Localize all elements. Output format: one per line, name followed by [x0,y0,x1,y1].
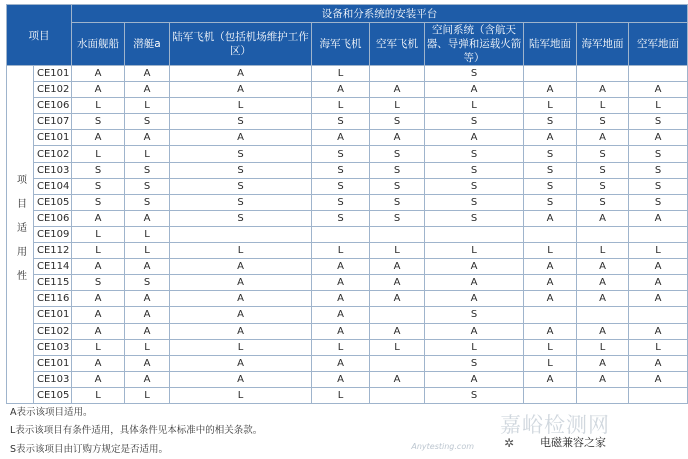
applicability-cell: S [370,162,425,178]
table-row [7,275,688,291]
platform-header-7: 海军地面 [577,23,629,66]
applicability-cell: A [72,210,125,226]
applicability-cell: S [72,162,125,178]
requirement-code: CE116 [34,291,72,307]
requirement-code: CE115 [34,275,72,291]
applicability-cell: A [629,275,688,291]
applicability-cell: L [577,243,629,259]
platform-header-0: 水面舰船 [72,23,125,66]
applicability-cell: L [629,243,688,259]
applicability-cell: L [524,243,577,259]
applicability-cell: S [125,194,170,210]
applicability-cell: S [425,210,524,226]
applicability-cell: A [125,323,170,339]
platform-group-header: 设备和分系统的安装平台 [72,5,688,23]
applicability-cell: L [312,339,370,355]
applicability-cell: S [312,114,370,130]
applicability-cell: A [577,82,629,98]
applicability-cell: L [125,146,170,162]
applicability-cell: A [170,275,312,291]
watermark-url: Anytesting.com [411,442,474,451]
applicability-cell: L [370,98,425,114]
applicability-cell: A [577,371,629,387]
applicability-cell: L [524,98,577,114]
applicability-cell: L [72,243,125,259]
applicability-cell: A [524,323,577,339]
requirement-code: CE103 [34,339,72,355]
applicability-cell: A [629,259,688,275]
applicability-cell: A [577,323,629,339]
applicability-cell: A [425,82,524,98]
applicability-cell: S [425,307,524,323]
applicability-cell: A [370,275,425,291]
requirement-code: CE112 [34,243,72,259]
applicability-cell: S [425,355,524,371]
applicability-cell: S [125,178,170,194]
platform-header-4: 空军飞机 [370,23,425,66]
applicability-cell: S [72,178,125,194]
applicability-cell: S [170,162,312,178]
requirement-code: CE104 [34,178,72,194]
applicability-cell: A [524,275,577,291]
applicability-cell: A [72,323,125,339]
platform-header-3: 海军飞机 [312,23,370,66]
applicability-cell: S [524,194,577,210]
applicability-cell: A [170,66,312,82]
applicability-cell: A [125,307,170,323]
applicability-cell [370,355,425,371]
applicability-cell: A [425,275,524,291]
applicability-cell: L [312,66,370,82]
applicability-cell: L [125,387,170,403]
table-row [7,194,688,210]
applicability-table [6,4,688,404]
applicability-cell: S [629,162,688,178]
applicability-cell: A [125,355,170,371]
applicability-cell: L [170,98,312,114]
applicability-cell: A [72,82,125,98]
applicability-cell: S [425,194,524,210]
applicability-cell: A [72,130,125,146]
applicability-cell: L [524,339,577,355]
applicability-cell: A [577,130,629,146]
applicability-cell: S [170,146,312,162]
applicability-cell: S [125,275,170,291]
applicability-cell [312,226,370,242]
applicability-cell: L [425,98,524,114]
applicability-cell: L [72,98,125,114]
applicability-cell [629,387,688,403]
watermark-channel: 电磁兼容之家 [540,436,606,449]
table-row [7,259,688,275]
applicability-cell: S [425,162,524,178]
applicability-cell [524,387,577,403]
applicability-cell: A [577,259,629,275]
applicability-cell: S [524,146,577,162]
applicability-cell: L [72,387,125,403]
requirement-code: CE106 [34,210,72,226]
applicability-cell: A [370,323,425,339]
applicability-cell: S [425,146,524,162]
legend-note: A表示该项目适用。 [10,406,93,418]
applicability-cell: S [170,178,312,194]
table-row [7,82,688,98]
applicability-cell: S [577,114,629,130]
applicability-cell: A [629,82,688,98]
applicability-cell: A [125,259,170,275]
applicability-cell: S [629,178,688,194]
requirement-code: CE101 [34,355,72,371]
applicability-cell: L [72,339,125,355]
applicability-cell: A [170,355,312,371]
applicability-cell: S [370,194,425,210]
applicability-cell: L [312,387,370,403]
applicability-cell: S [312,162,370,178]
applicability-cell: L [72,146,125,162]
applicability-cell [577,307,629,323]
applicability-cell: A [524,210,577,226]
wechat-icon: ✲ [503,436,514,450]
applicability-cell: A [312,82,370,98]
applicability-cell: A [577,275,629,291]
applicability-cell: L [425,243,524,259]
applicability-cell: L [170,339,312,355]
applicability-cell: S [629,146,688,162]
applicability-cell: A [425,323,524,339]
applicability-cell: A [312,275,370,291]
applicability-cell: A [524,291,577,307]
table-row [7,387,688,403]
applicability-cell: A [524,259,577,275]
requirement-code: CE105 [34,387,72,403]
table-row [7,210,688,226]
table-row [7,371,688,387]
applicability-cell: A [312,355,370,371]
applicability-cell: S [312,210,370,226]
applicability-cell: A [312,371,370,387]
applicability-cell: L [72,226,125,242]
applicability-cell: A [524,371,577,387]
applicability-cell: S [370,178,425,194]
applicability-cell: A [125,66,170,82]
applicability-cell [629,307,688,323]
table-row [7,291,688,307]
requirement-code: CE103 [34,162,72,178]
applicability-cell: A [577,291,629,307]
applicability-cell: S [577,194,629,210]
requirement-code: CE101 [34,130,72,146]
applicability-cell: A [125,130,170,146]
applicability-cell: S [629,194,688,210]
requirement-code: CE103 [34,371,72,387]
applicability-cell: S [170,114,312,130]
applicability-cell: A [577,355,629,371]
requirement-code: CE101 [34,307,72,323]
applicability-cell: A [312,130,370,146]
table-row [7,114,688,130]
applicability-cell: S [425,387,524,403]
applicability-cell [524,226,577,242]
applicability-cell: A [125,210,170,226]
applicability-cell: L [125,98,170,114]
applicability-cell: A [629,355,688,371]
applicability-cell: S [629,114,688,130]
applicability-cell: S [577,162,629,178]
applicability-cell: S [524,162,577,178]
applicability-cell: A [170,323,312,339]
requirement-code: CE114 [34,259,72,275]
table-row [7,66,688,82]
applicability-cell [577,387,629,403]
applicability-cell: L [629,339,688,355]
row-group-label: 项目适用性 [7,66,34,404]
applicability-cell: S [370,114,425,130]
requirement-code: CE101 [34,66,72,82]
applicability-cell: A [125,371,170,387]
table-row [7,226,688,242]
applicability-cell: L [170,243,312,259]
legend-note: L表示该项目有条件适用，具体条件见本标准中的相关条款。 [10,425,263,437]
document-page [6,4,680,459]
applicability-cell: S [125,162,170,178]
table-row [7,178,688,194]
applicability-cell: L [312,98,370,114]
applicability-cell: A [577,210,629,226]
applicability-cell: S [425,114,524,130]
platform-header-1: 潜艇a [125,23,170,66]
applicability-cell: A [629,291,688,307]
applicability-cell: A [425,291,524,307]
applicability-cell: A [72,66,125,82]
applicability-cell: A [170,130,312,146]
applicability-cell: S [312,194,370,210]
applicability-cell [370,387,425,403]
applicability-cell: S [170,210,312,226]
requirement-code: CE102 [34,82,72,98]
applicability-cell: A [170,307,312,323]
applicability-cell: A [72,371,125,387]
platform-header-5: 空间系统（含航天器、导弹和运载火箭等） [425,23,524,66]
applicability-cell: L [125,339,170,355]
applicability-cell: S [72,194,125,210]
applicability-cell [629,66,688,82]
applicability-cell: S [524,178,577,194]
applicability-cell: A [72,291,125,307]
table-row [7,243,688,259]
applicability-cell: L [312,243,370,259]
applicability-cell: A [629,323,688,339]
applicability-cell: L [425,339,524,355]
table-row [7,323,688,339]
applicability-cell: A [524,82,577,98]
applicability-cell: A [170,371,312,387]
platform-header-6: 陆军地面 [524,23,577,66]
table-row [7,355,688,371]
applicability-cell: S [524,114,577,130]
applicability-cell: A [629,130,688,146]
applicability-cell: L [125,226,170,242]
applicability-cell: A [524,130,577,146]
applicability-cell [370,226,425,242]
applicability-cell: S [577,146,629,162]
applicability-cell: S [72,114,125,130]
table-row [7,146,688,162]
requirement-code: CE102 [34,323,72,339]
applicability-cell: A [425,259,524,275]
table-row [7,339,688,355]
applicability-cell: A [170,291,312,307]
applicability-cell: A [629,371,688,387]
applicability-cell: S [125,114,170,130]
applicability-cell: L [524,355,577,371]
applicability-cell [629,226,688,242]
applicability-cell [524,66,577,82]
requirement-code: CE106 [34,98,72,114]
applicability-cell: S [72,275,125,291]
platform-header-2: 陆军飞机（包括机场维护工作区） [170,23,312,66]
applicability-cell: S [425,178,524,194]
applicability-cell: A [170,259,312,275]
applicability-cell: S [370,146,425,162]
applicability-cell: A [72,259,125,275]
applicability-cell [370,66,425,82]
applicability-cell: A [312,307,370,323]
applicability-cell: A [72,307,125,323]
applicability-cell: A [425,371,524,387]
applicability-cell: A [370,130,425,146]
applicability-cell: A [72,355,125,371]
applicability-cell: L [170,387,312,403]
applicability-cell: S [370,210,425,226]
watermark-brand: 嘉峪检测网 [500,413,610,437]
applicability-cell: A [312,323,370,339]
applicability-cell [524,307,577,323]
table-row [7,130,688,146]
applicability-cell: A [629,210,688,226]
applicability-cell: A [312,291,370,307]
applicability-cell: A [370,259,425,275]
applicability-cell [170,226,312,242]
applicability-cell: S [312,178,370,194]
table-row [7,162,688,178]
applicability-cell: A [170,82,312,98]
table-row [7,98,688,114]
applicability-cell: S [312,146,370,162]
applicability-cell [577,226,629,242]
applicability-cell: S [577,178,629,194]
applicability-cell: A [125,291,170,307]
applicability-cell: A [370,291,425,307]
applicability-cell: A [125,82,170,98]
applicability-cell: L [629,98,688,114]
requirement-code: CE107 [34,114,72,130]
table-row [7,307,688,323]
applicability-cell: L [125,243,170,259]
requirement-code: CE105 [34,194,72,210]
legend-note: S表示该项目由订购方规定是否适用。 [10,443,169,455]
applicability-cell: S [425,66,524,82]
applicability-cell: L [370,339,425,355]
requirement-code: CE102 [34,146,72,162]
applicability-cell [370,307,425,323]
applicability-cell: A [370,371,425,387]
applicability-cell: L [370,243,425,259]
applicability-cell: S [170,194,312,210]
applicability-cell: L [577,339,629,355]
applicability-cell [425,226,524,242]
item-column-header: 项目 [7,5,72,66]
applicability-cell: L [577,98,629,114]
requirement-code: CE109 [34,226,72,242]
platform-header-8: 空军地面 [629,23,688,66]
applicability-cell: A [425,130,524,146]
applicability-cell [577,66,629,82]
applicability-cell: A [370,82,425,98]
applicability-cell: A [312,259,370,275]
